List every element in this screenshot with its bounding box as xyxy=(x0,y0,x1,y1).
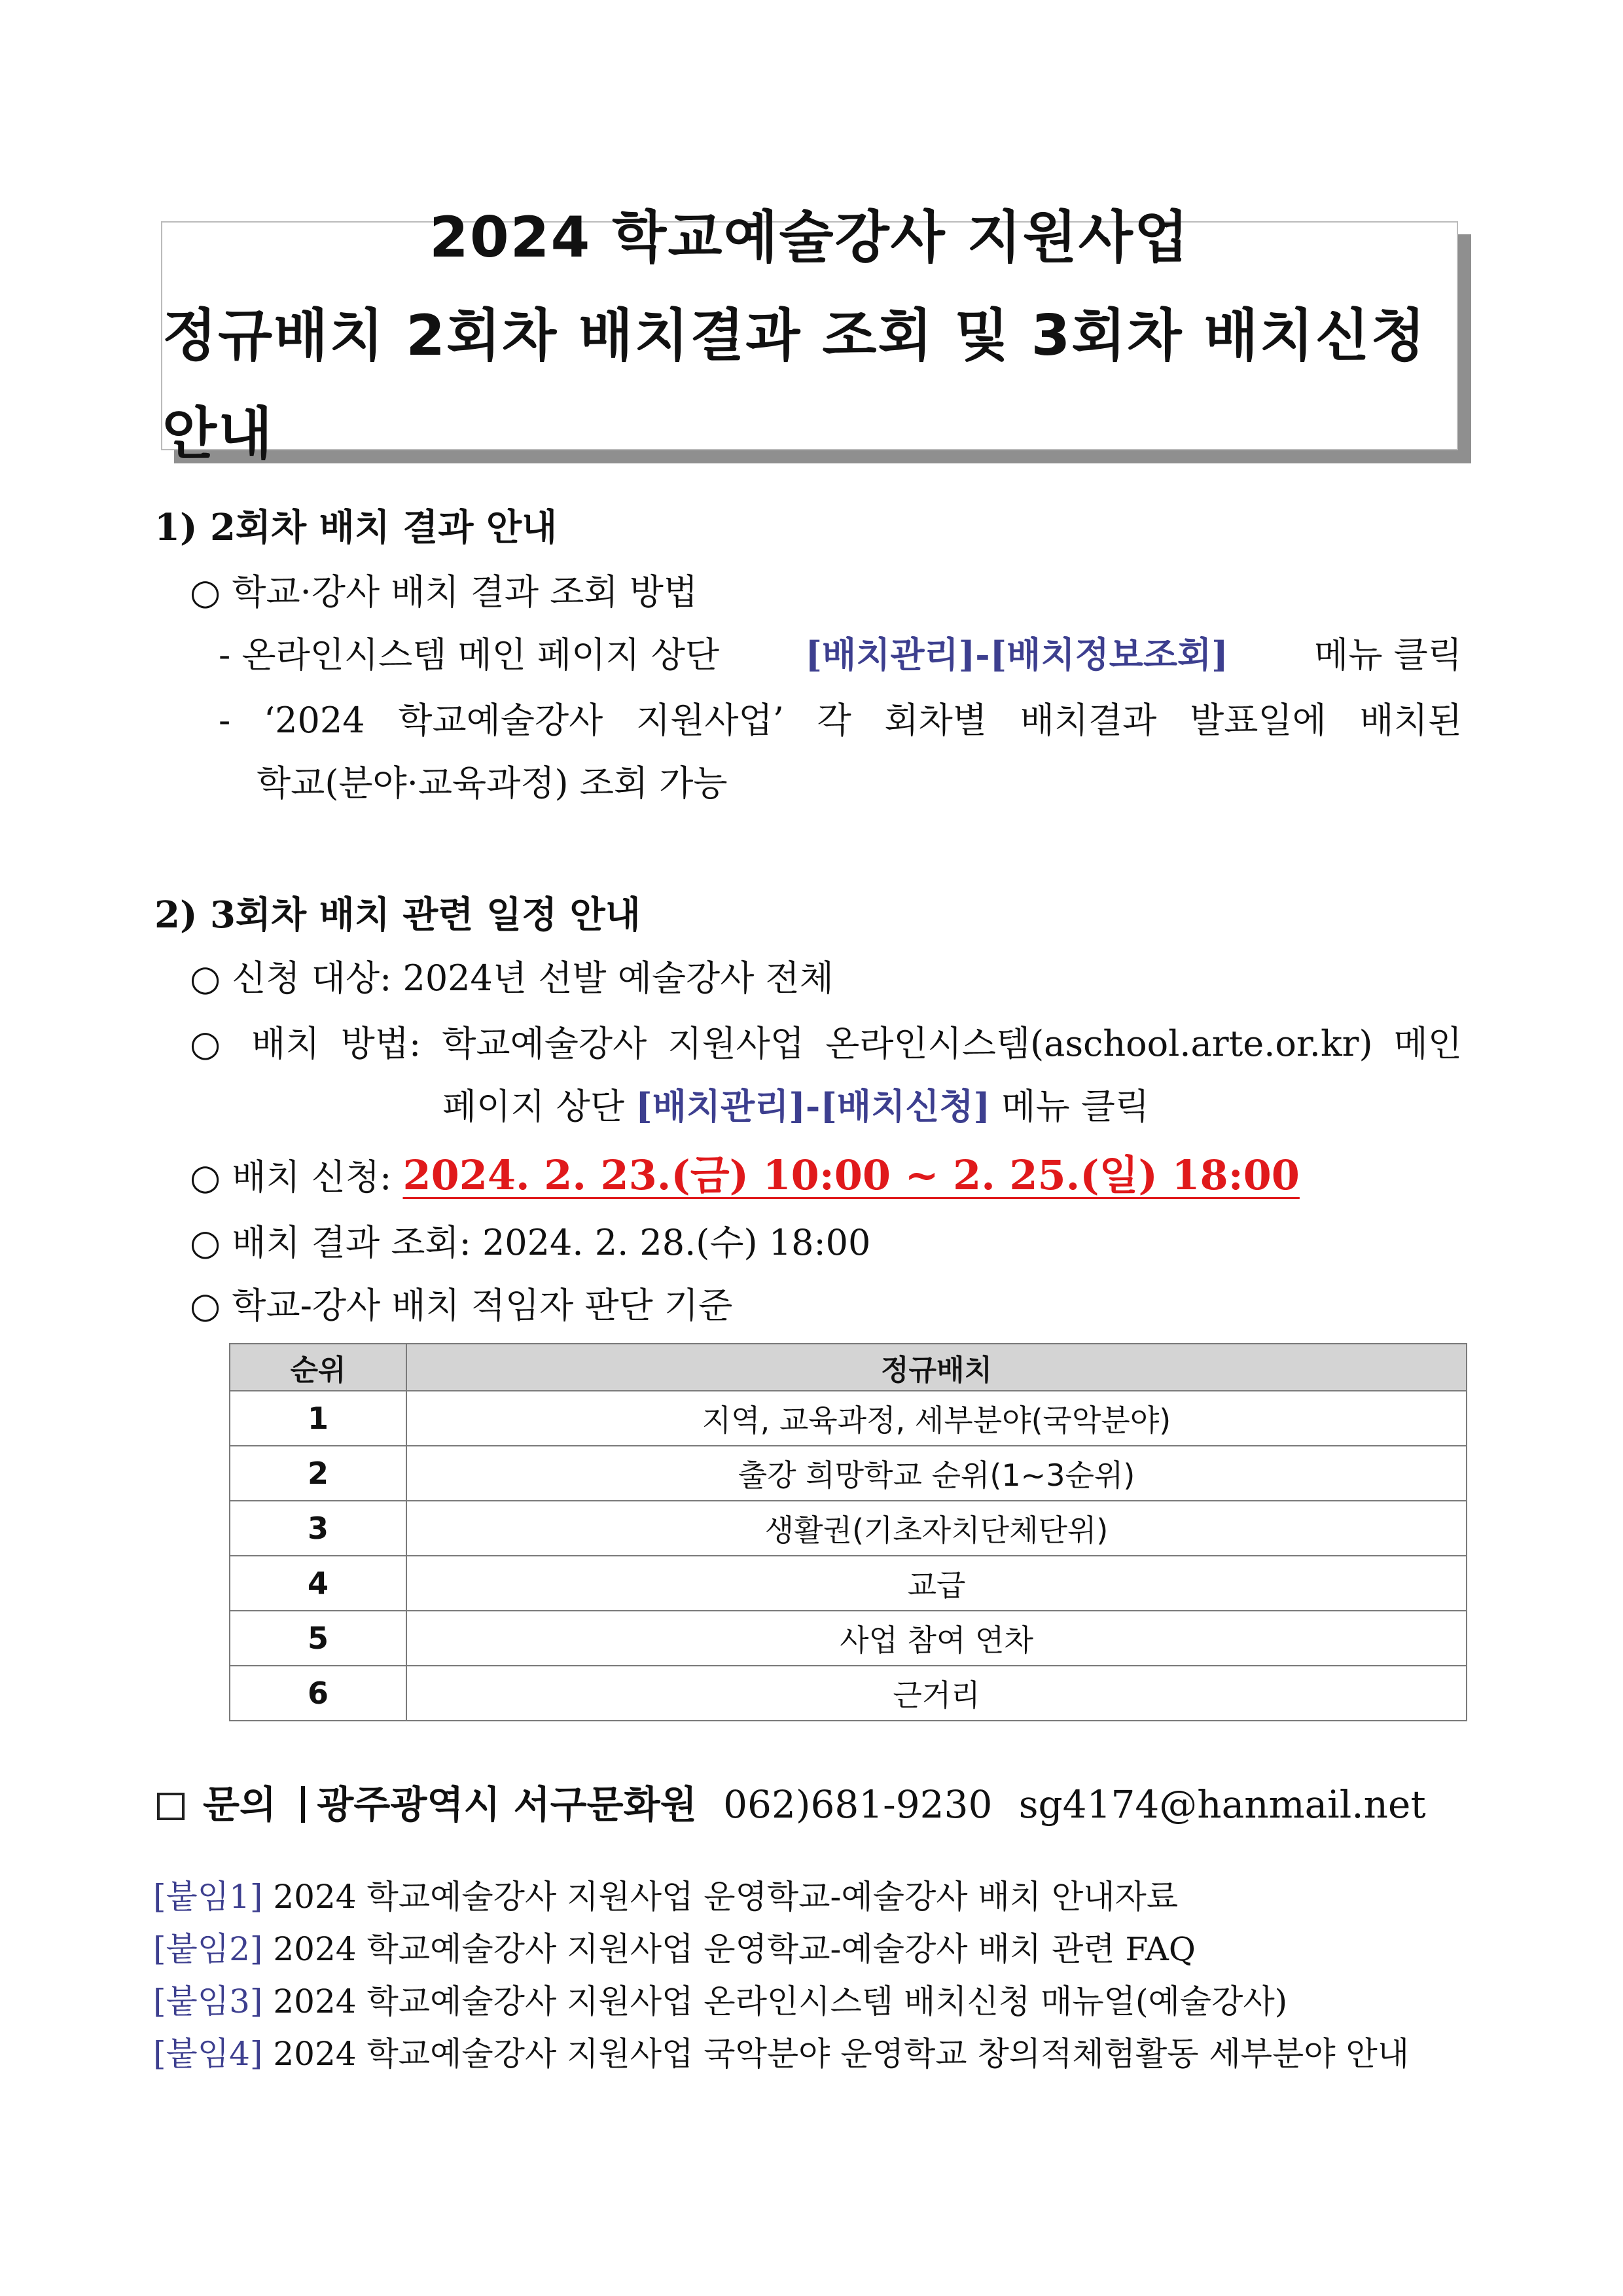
table-cell-criterion: 생활권(기초자치단체단위) xyxy=(406,1501,1467,1556)
schedule-apply-period: 2024. 2. 23.(금) 10:00 ~ 2. 25.(일) 18:00 xyxy=(402,1151,1300,1199)
table-header-row xyxy=(230,1344,1467,1391)
table-cell-criterion: 사업 참여 연차 xyxy=(406,1611,1467,1666)
contact-email: sg4174@hanmail.net xyxy=(1018,1782,1426,1827)
schedule-apply xyxy=(190,1143,1300,1201)
contact-org: 광주광역시 서구문화원 xyxy=(317,1782,697,1827)
menu-path-placement-info: [배치관리]-[배치정보조회] xyxy=(805,634,1228,675)
contact-separator-icon xyxy=(301,1786,305,1823)
schedule-method-line1: ○ 배치 방법: 학교예술강사 지원사업 온라인시스템(aschool.arte.or.kr) 메인 xyxy=(190,1023,1462,1064)
table-cell-rank: 2 xyxy=(230,1446,406,1501)
attachment-tag: [붙임4] xyxy=(153,2035,263,2073)
table-cell-rank: 6 xyxy=(230,1666,406,1721)
contact-phone: 062)681-9230 xyxy=(723,1782,993,1827)
section1-item2-line2: 학교(분야·교육과정) 조회 가능 xyxy=(257,762,728,804)
table-cell-criterion: 교급 xyxy=(406,1556,1467,1611)
table-row xyxy=(230,1611,1467,1666)
title-line-2: 정규배치 2회차 배치결과 조회 및 3회차 배치신청 안내 xyxy=(162,303,1427,467)
schedule-apply-label: ○ 배치 신청: xyxy=(190,1157,392,1198)
contact-label: 문의 xyxy=(203,1782,277,1827)
table-cell-rank: 1 xyxy=(230,1391,406,1446)
table-row xyxy=(230,1391,1467,1446)
section2-heading: 2) 3회차 배치 관련 일정 안내 xyxy=(154,893,641,937)
attachment-tag: [붙임2] xyxy=(153,1930,263,1968)
schedule-method-prefix: 페이지 상단 xyxy=(442,1086,624,1127)
table-cell-rank: 4 xyxy=(230,1556,406,1611)
table-row xyxy=(230,1556,1467,1611)
schedule-method-suffix: 메뉴 클릭 xyxy=(1001,1086,1150,1127)
attachment-text: 2024 학교예술강사 지원사업 국악분야 운영학교 창의적체험활동 세부분야 안내 xyxy=(273,2035,1410,2073)
table-header-rank: 순위 xyxy=(230,1344,406,1391)
checkbox-icon xyxy=(157,1793,185,1820)
section1-bullet: ○ 학교·강사 배치 결과 조회 방법 xyxy=(190,571,698,613)
table-cell-criterion: 출강 희망학교 순위(1~3순위) xyxy=(406,1446,1467,1501)
attachment-item xyxy=(153,1975,1287,2022)
section1-heading: 1) 2회차 배치 결과 안내 xyxy=(154,506,558,549)
schedule-result: ○ 배치 결과 조회: 2024. 2. 28.(수) 18:00 xyxy=(190,1222,871,1263)
schedule-target: ○ 신청 대상: 2024년 선발 예술강사 전체 xyxy=(190,958,834,999)
attachment-item xyxy=(153,2028,1409,2075)
menu-path-placement-apply: [배치관리]-[배치신청] xyxy=(635,1085,991,1127)
section1-item1-suffix: 메뉴 클릭 xyxy=(1314,634,1462,675)
title-box xyxy=(161,205,1458,467)
table-row xyxy=(230,1446,1467,1501)
attachment-text: 2024 학교예술강사 지원사업 운영학교-예술강사 배치 안내자료 xyxy=(273,1878,1179,1916)
section1-item1-prefix: - 온라인시스템 메인 페이지 상단 xyxy=(219,634,720,675)
table-cell-rank: 5 xyxy=(230,1611,406,1666)
attachment-tag: [붙임3] xyxy=(153,1982,263,2020)
section1-item2-line1: - ‘2024 학교예술강사 지원사업’ 각 회차별 배치결과 발표일에 배치된 xyxy=(219,700,1462,741)
attachment-text: 2024 학교예술강사 지원사업 온라인시스템 배치신청 매뉴얼(예술강사) xyxy=(273,1982,1288,2020)
title-line-1: 2024 학교예술강사 지원사업 xyxy=(429,205,1190,270)
section1-item1 xyxy=(219,627,1462,677)
placement-criteria-table xyxy=(229,1343,1467,1721)
schedule-criteria: ○ 학교-강사 배치 적임자 판단 기준 xyxy=(190,1285,733,1326)
table-header-regular: 정규배치 xyxy=(406,1344,1467,1391)
table-cell-criterion: 근거리 xyxy=(406,1666,1467,1721)
table-cell-rank: 3 xyxy=(230,1501,406,1556)
table-row xyxy=(230,1501,1467,1556)
attachment-item xyxy=(153,1923,1196,1970)
attachment-item xyxy=(153,1871,1178,1918)
attachment-text: 2024 학교예술강사 지원사업 운영학교-예술강사 배치 관련 FAQ xyxy=(273,1930,1196,1968)
table-cell-criterion: 지역, 교육과정, 세부분야(국악분야) xyxy=(406,1391,1467,1446)
attachment-tag: [붙임1] xyxy=(153,1878,263,1916)
schedule-method-line2 xyxy=(442,1079,1149,1129)
table-row xyxy=(230,1666,1467,1721)
contact-line xyxy=(157,1774,1426,1829)
